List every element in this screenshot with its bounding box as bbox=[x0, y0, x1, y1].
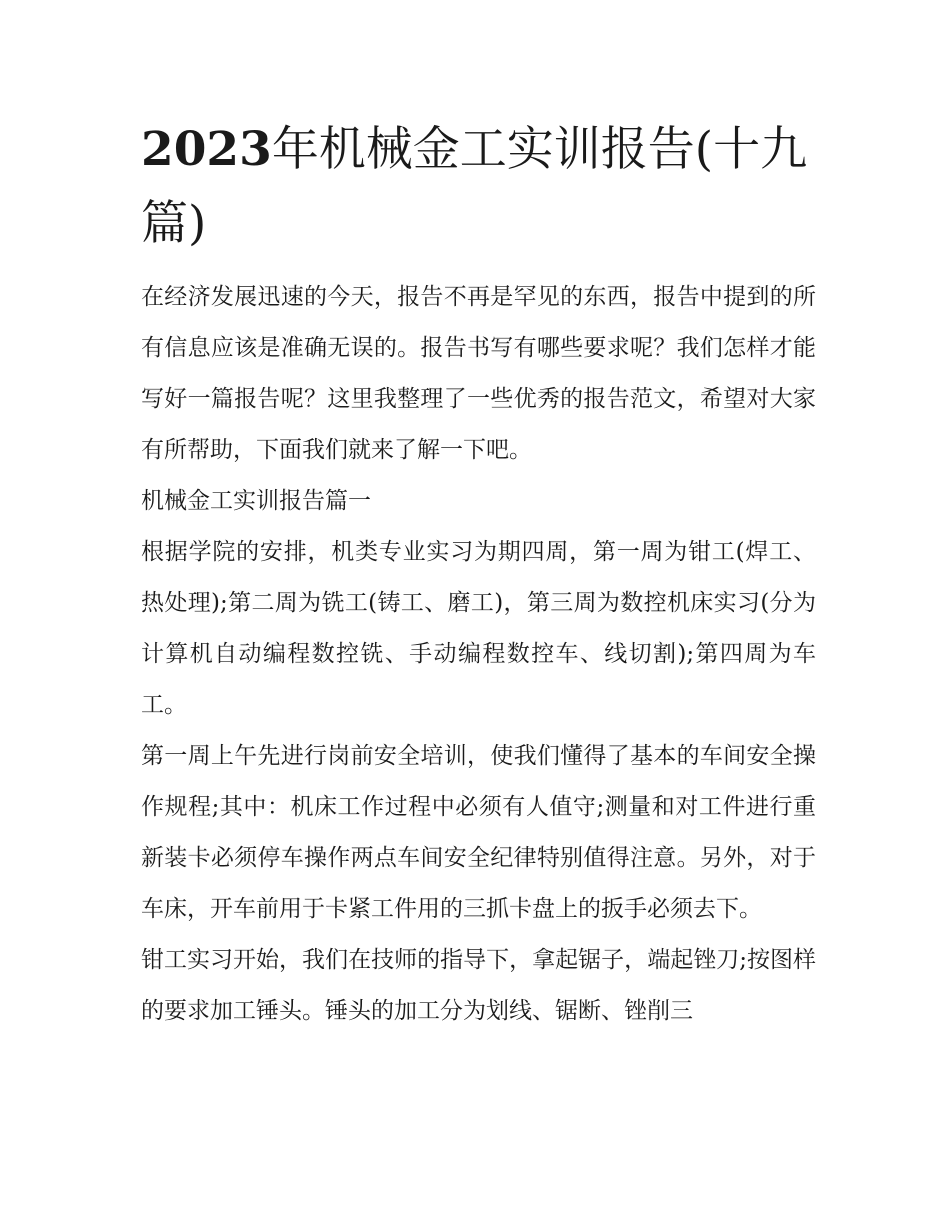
document-title bbox=[141, 113, 816, 261]
title-year: 2023 bbox=[141, 122, 272, 177]
body-paragraph-2: 第一周上午先进行岗前安全培训，使我们懂得了基本的车间安全操作规程;其中：机床工作过程中必须有人值守;测量和对工件进行重新装卡必须停车操作两点车间安全纪律特别值得注意。另外，对于车床，开车前用于卡紧工件用的三抓卡盘上的扳手必须去下。 bbox=[141, 743, 816, 922]
intro-paragraph: 在经济发展迅速的今天，报告不再是罕见的东西，报告中提到的所有信息应该是准确无误的。报告书写有哪些要求呢？我们怎样才能写好一篇报告呢？这里我整理了一些优秀的报告范文，希望对大家有所帮助，下面我们就来了解一下吧。 bbox=[141, 284, 816, 463]
body-paragraph-3: 钳工实习开始，我们在技师的指导下，拿起锯子，端起锉刀;按图样的要求加工锤头。锤头的加工分为划线、锯断、锉削三 bbox=[141, 947, 816, 1024]
section-heading: 机械金工实训报告篇一 bbox=[141, 488, 371, 514]
title-text: 年机械金工实训报告(十九篇) bbox=[141, 122, 808, 251]
document-body bbox=[141, 113, 816, 1037]
body-paragraph-1: 根据学院的安排，机类专业实习为期四周，第一周为钳工(焊工、热处理);第二周为铣工(铸工、磨工)，第三周为数控机床实习(分为计算机自动编程数控铣、手动编程数控车、线切割);第四周为车工。 bbox=[141, 539, 816, 718]
